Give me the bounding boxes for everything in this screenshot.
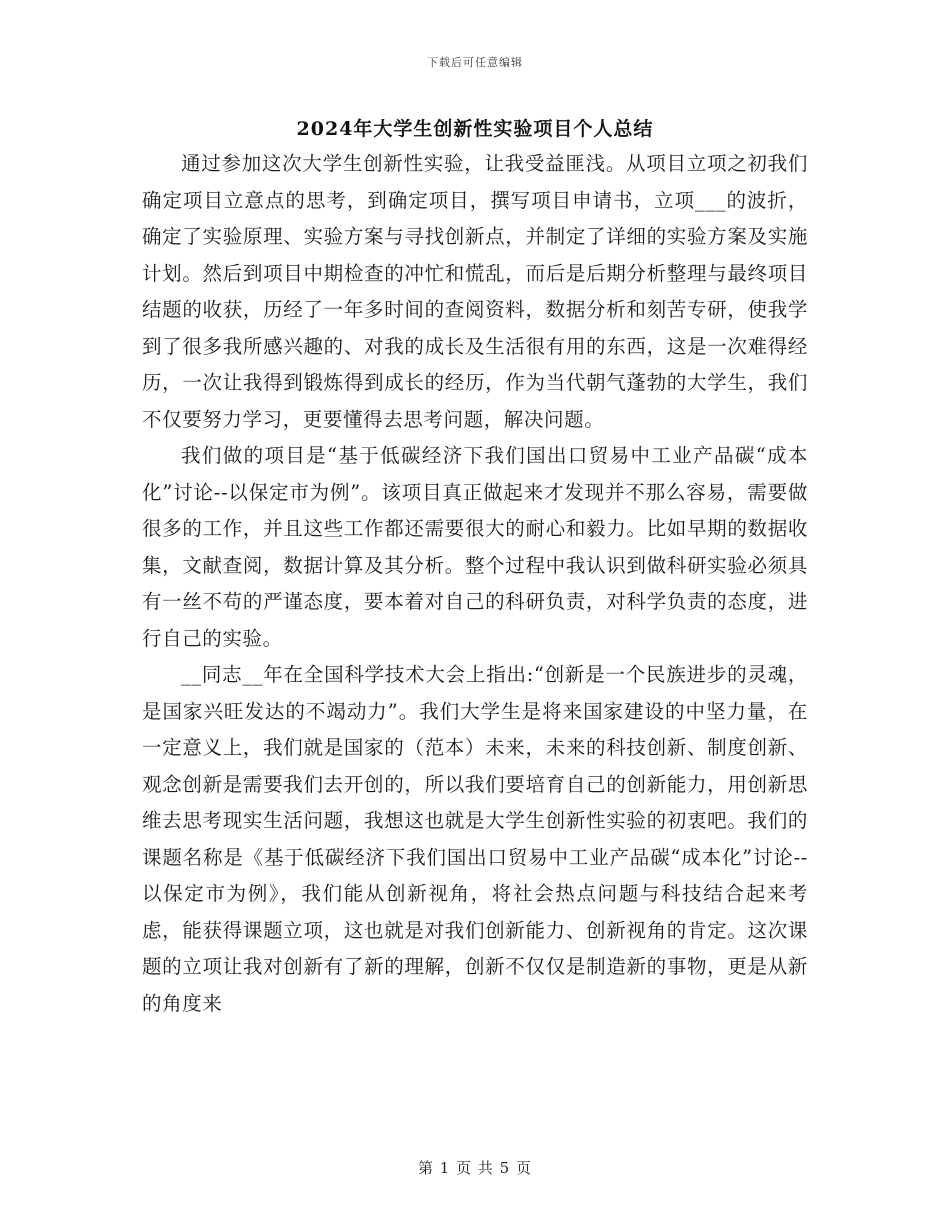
body-paragraph-3: __同志__年在全国科学技术大会上指出:“创新是一个民族进步的灵魂，是国家兴旺发达的不竭动力”。我们大学生是将来国家建设的中坚力量，在一定意义上，我们就是国家的（范本）未来，未来的科技创新、制度创新、观念创新是需要我们去开创的，所以我们要培育自己的创新能力，用创新思维去思考现实生活问题，我想这也就是大学生创新性实验的初衷吧。我们的课题名称是《基于低碳经济下我们国出口贸易中工业产品碳“成本化”讨论--以保定市为例》，我们能从创新视角，将社会热点问题与科技结合起来考虑，能获得课题立项，这也就是对我们创新能力、创新视角的肯定。这次课题的立项让我对创新有了新的理解，创新不仅仅是制造新的事物，更是从新的角度来 (142, 663, 808, 1015)
body-paragraph-2: 我们做的项目是“基于低碳经济下我们国出口贸易中工业产品碳“成本化”讨论--以保定市为例”。该项目真正做起来才发现并不那么容易，需要做很多的工作，并且这些工作都还需要很大的耐心和毅力。比如早期的数据收集，文献查阅，数据计算及其分析。整个过程中我认识到做科研实验必须具有一丝不苟的严谨态度，要本着对自己的科研负责，对科学负责的态度，进行自己的实验。 (142, 444, 808, 650)
document-title: 2024年大学生创新性实验项目个人总结 (296, 118, 654, 140)
page-header-note: 下载后可任意编辑 (427, 56, 523, 69)
document-body (142, 146, 808, 1022)
body-paragraph-1: 通过参加这次大学生创新性实验，让我受益匪浅。从项目立项之初我们确定项目立意点的思考，到确定项目，撰写项目申请书，立项___的波折，确定了实验原理、实验方案与寻找创新点，并制定了详细的实验方案及实施计划。然后到项目中期检查的冲忙和慌乱，而后是后期分析整理与最终项目结题的收获，历经了一年多时间的查阅资料，数据分析和刻苦专研，使我学到了很多我所感兴趣的、对我的成长及生活很有用的东西，这是一次难得经历，一次让我得到锻炼得到成长的经历，作为当代朝气蓬勃的大学生，我们不仅要努力学习，更要懂得去思考问题，解决问题。 (142, 152, 808, 431)
page-number-footer: 第 1 页 共 5 页 (418, 1159, 532, 1177)
